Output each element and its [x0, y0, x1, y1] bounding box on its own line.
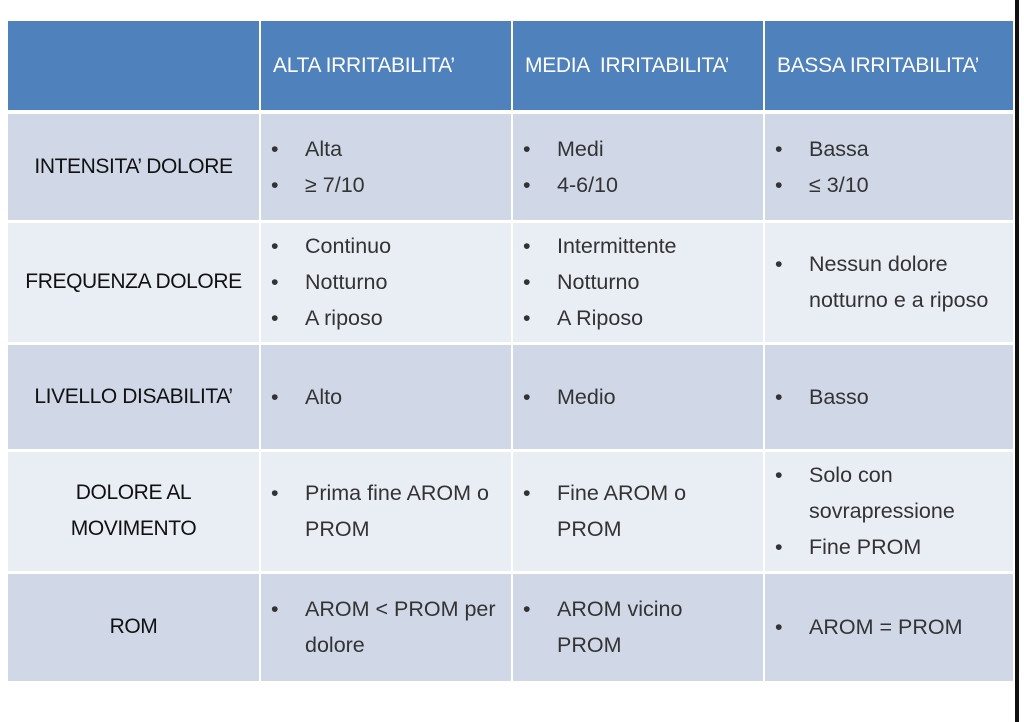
bullet-icon: •: [271, 384, 279, 409]
row-label-line: MOVIMENTO: [70, 517, 197, 540]
bullet-icon: •: [523, 172, 531, 197]
row-label-rom: [8, 572, 260, 682]
list-item: [271, 591, 505, 663]
bullet-list: [765, 246, 1013, 318]
bullet-list: [513, 475, 763, 547]
list-item-text: Bassa: [809, 136, 869, 161]
cell-rom-alta: [260, 572, 512, 682]
bullet-list: [765, 131, 1013, 203]
bullet-icon: •: [271, 481, 279, 505]
cell-dolore-al-movimento-alta: [260, 450, 512, 572]
list-item: [775, 609, 1013, 645]
bullet-list: [261, 379, 511, 415]
header-row: [8, 21, 1014, 112]
bullet-list: [261, 591, 511, 663]
header-media-irritabilita: MEDIA IRRITABILITA’: [512, 21, 764, 112]
list-item-text: Alto: [305, 384, 343, 409]
bullet-icon: •: [523, 234, 531, 258]
table-row-intensita-dolore: [8, 112, 1014, 221]
list-item: [523, 228, 763, 264]
bullet-list: [765, 379, 1013, 415]
header-alta-irritabilita: ALTA IRRITABILITA’: [260, 21, 512, 112]
bullet-icon: •: [775, 172, 783, 197]
bullet-icon: •: [271, 172, 279, 197]
bullet-list: [261, 475, 511, 547]
list-item-text: Medi: [557, 136, 604, 161]
list-item-text: AROM vicino PROM: [557, 597, 683, 657]
list-item: [271, 131, 511, 167]
bullet-list: [765, 457, 1013, 565]
row-label-intensita-dolore: [8, 112, 260, 221]
list-item-text: Nessun dolore notturno e a riposo: [809, 252, 989, 312]
list-item-text: Fine AROM o PROM: [557, 481, 687, 541]
bullet-icon: •: [775, 252, 783, 276]
irritability-table: [8, 21, 1015, 684]
row-label-line: FREQUENZA DOLORE: [25, 270, 242, 293]
bullet-icon: •: [271, 270, 279, 294]
bullet-list: [261, 228, 511, 336]
bullet-icon: •: [271, 597, 279, 621]
list-item-text: 4-6/10: [557, 172, 618, 197]
bullet-icon: •: [775, 136, 783, 161]
bullet-icon: •: [775, 615, 783, 639]
header-bassa-irritabilita: BASSA IRRITABILITA’: [764, 21, 1014, 112]
cell-dolore-al-movimento-media: [512, 450, 764, 572]
cell-frequenza-dolore-alta: [260, 221, 512, 343]
bullet-list: [261, 131, 511, 203]
list-item-text: Intermittente: [557, 234, 677, 258]
cell-frequenza-dolore-media: [512, 221, 764, 343]
list-item: [523, 167, 763, 203]
list-item-text: Fine PROM: [809, 535, 922, 559]
row-label-line: ROM: [109, 615, 158, 638]
cell-livello-disabilita-bassa: [764, 343, 1014, 450]
list-item: [775, 457, 1009, 529]
list-item-text: A riposo: [305, 306, 383, 330]
row-label-livello-disabilita: [8, 343, 260, 450]
list-item: [775, 167, 1013, 203]
list-item-text: Solo con sovrapressione: [809, 463, 955, 523]
cell-livello-disabilita-media: [512, 343, 764, 450]
list-item: [523, 300, 763, 336]
row-label-dolore-al-movimento: [8, 450, 260, 572]
bullet-list: [513, 228, 763, 336]
cell-intensita-dolore-bassa: [764, 112, 1014, 221]
bullet-icon: •: [523, 136, 531, 161]
cell-livello-disabilita-alta: [260, 343, 512, 450]
list-item: [523, 379, 763, 415]
list-item-text: A Riposo: [557, 306, 644, 330]
bullet-icon: •: [775, 535, 783, 559]
list-item-text: Medio: [557, 384, 616, 409]
list-item: [271, 264, 511, 300]
cell-dolore-al-movimento-bassa: [764, 450, 1014, 572]
bullet-icon: •: [271, 306, 279, 330]
list-item-text: Basso: [809, 384, 869, 409]
header-corner-cell: [8, 21, 260, 112]
list-item: [523, 591, 737, 663]
list-item: [523, 475, 717, 547]
list-item: [271, 300, 511, 336]
list-item: [271, 228, 511, 264]
list-item-text: Continuo: [305, 234, 392, 258]
list-item: [775, 246, 999, 318]
list-item: [271, 475, 505, 547]
cell-frequenza-dolore-bassa: [764, 221, 1014, 343]
bullet-icon: •: [775, 384, 783, 409]
bullet-icon: •: [523, 384, 531, 409]
cell-rom-media: [512, 572, 764, 682]
bullet-list: [513, 379, 763, 415]
row-label-frequenza-dolore: [8, 221, 260, 343]
table-row-frequenza-dolore: [8, 221, 1014, 343]
bullet-list: [513, 131, 763, 203]
row-label-line: LIVELLO DISABILITA’: [34, 384, 233, 408]
bullet-icon: •: [775, 463, 783, 487]
table-row-livello-disabilita: [8, 343, 1014, 450]
bullet-icon: •: [271, 136, 279, 161]
bullet-icon: •: [523, 270, 531, 294]
list-item: [271, 379, 511, 415]
list-item: [775, 379, 1013, 415]
bullet-list: [513, 591, 763, 663]
table-row-dolore-al-movimento: [8, 450, 1014, 572]
list-item: [775, 529, 1009, 565]
right-edge-rule: [1015, 0, 1019, 722]
list-item-text: ≥ 7/10: [305, 172, 365, 197]
list-item-text: AROM < PROM per dolore: [305, 597, 496, 657]
list-item: [523, 264, 763, 300]
list-item: [271, 167, 511, 203]
bullet-icon: •: [523, 597, 531, 621]
list-item: [523, 131, 763, 167]
row-label-line: DOLORE AL: [75, 481, 192, 504]
bullet-list: [765, 609, 1013, 645]
bullet-icon: •: [271, 234, 279, 258]
list-item: [775, 131, 1013, 167]
bullet-icon: •: [523, 481, 531, 505]
row-label-line: INTENSITA’ DOLORE: [34, 154, 233, 178]
cell-rom-bassa: [764, 572, 1014, 682]
cell-intensita-dolore-media: [512, 112, 764, 221]
list-item-text: Prima fine AROM o PROM: [305, 481, 489, 541]
list-item-text: Notturno: [557, 270, 640, 294]
list-item-text: Alta: [305, 136, 343, 161]
list-item-text: Notturno: [305, 270, 388, 294]
cell-intensita-dolore-alta: [260, 112, 512, 221]
list-item-text: ≤ 3/10: [809, 172, 869, 197]
bullet-icon: •: [523, 306, 531, 330]
table-row-rom: [8, 572, 1014, 682]
list-item-text: AROM = PROM: [809, 615, 963, 639]
